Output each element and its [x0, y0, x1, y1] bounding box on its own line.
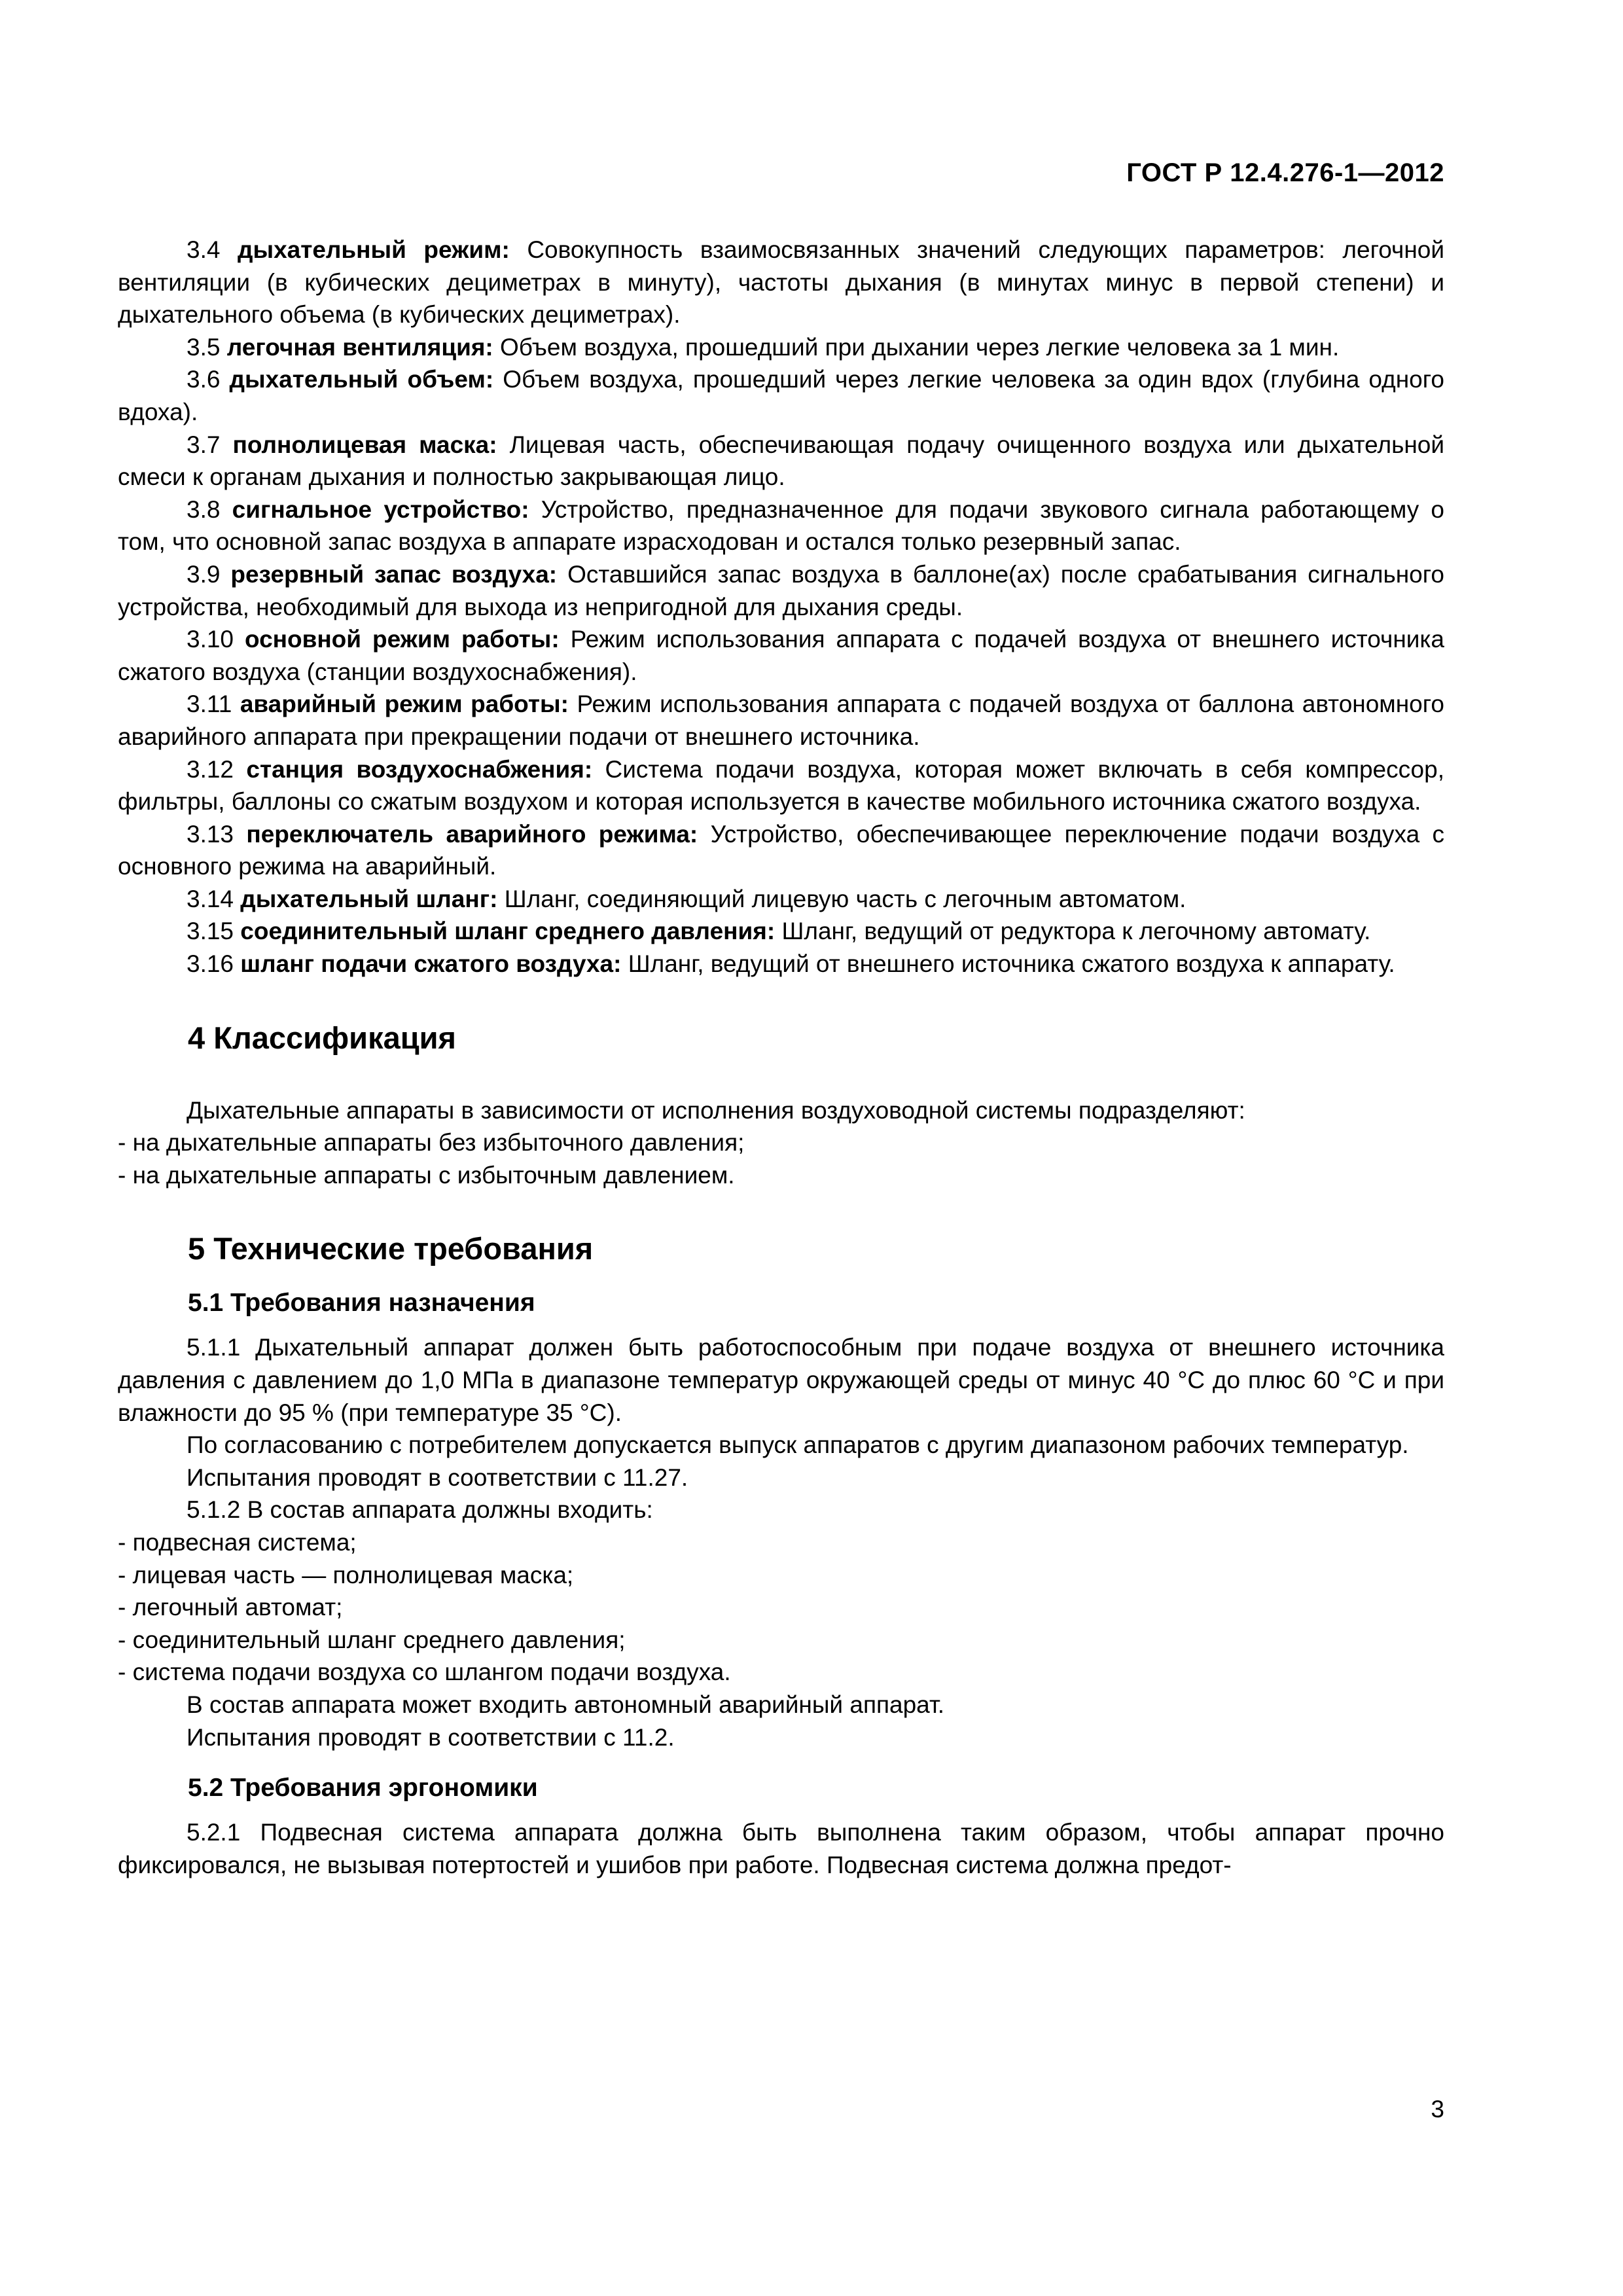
paragraph: По согласованию с потребителем допускается выпуск аппаратов с другим диапазоном рабочих температур.: [187, 1431, 1409, 1459]
definition-3-14: [118, 883, 1444, 916]
clause-number: 3.15: [187, 918, 234, 945]
definition-3-4: [118, 234, 1444, 331]
definition-text: Шланг, соединяющий лицевую часть с легочным автоматом.: [504, 885, 1186, 912]
definition-text: Объем воздуха, прошедший через легкие человека за один вдох (глубина одного вдоха).: [118, 366, 1445, 425]
term: основной режим работы:: [244, 626, 560, 653]
definition-3-6: [118, 363, 1444, 428]
list-item: - подвесная система;: [118, 1529, 357, 1556]
definition-text: Шланг, ведущий от внешнего источника сжатого воздуха к аппарату.: [628, 950, 1395, 978]
term: сигнальное устройство:: [232, 495, 529, 523]
clause-5-1-1: 5.1.1 Дыхательный аппарат должен быть работоспособным при подаче воздуха от внешнего источника давления с давлением до 1,0 МПа в диапазоне температур окружающей среды от минус 40 °С до плюс 60 °С и при влажности до 95 % (при температуре 35 °С).: [118, 1334, 1444, 1426]
clause-number: 3.7: [187, 431, 221, 458]
term: станция воздухоснабжения:: [246, 755, 593, 783]
section-heading-technical-requirements: 5 Технические требования: [188, 1231, 594, 1266]
classification-intro: Дыхательные аппараты в зависимости от исполнения воздуховодной системы подразделяют:: [187, 1096, 1245, 1124]
definition-3-15: [118, 915, 1444, 948]
term: резервный запас воздуха:: [230, 560, 558, 588]
list-item: - соединительный шланг среднего давления;: [118, 1626, 626, 1653]
definition-3-9: [118, 558, 1444, 623]
definition-text: Режим использования аппарата с подачей воздуха от внешнего источника сжатого воздуха (станции воздухоснабжения).: [118, 626, 1445, 685]
term: легочная вентиляция:: [226, 333, 493, 361]
standard-header: ГОСТ Р 12.4.276-1—2012: [1126, 158, 1444, 187]
definition-3-5: [118, 331, 1444, 364]
subsection-heading-purpose: 5.1 Требования назначения: [188, 1289, 535, 1318]
definition-text: Лицевая часть, обеспечивающая подачу очищенного воздуха или дыхательной смеси к органам дыхания и полностью закрывающая лицо.: [118, 431, 1445, 491]
definition-text: Система подачи воздуха, которая может включать в себя компрессор, фильтры, баллоны со сжатым воздухом и которая используется в качестве мобильного источника сжатого воздуха.: [118, 755, 1444, 816]
clause-number: 3.16: [187, 950, 234, 978]
term: аварийный режим работы:: [240, 691, 569, 718]
clause-number: 3.14: [187, 885, 234, 912]
paragraph: Испытания проводят в соответствии с 11.2.: [187, 1723, 675, 1751]
clause-number: 3.4: [187, 236, 221, 263]
clause-5-2-1: 5.2.1 Подвесная система аппарата должна быть выполнена таким образом, чтобы аппарат прочно фиксировался, не вызывая потертостей и ушибов при работе. Подвесная система должна предот-: [118, 1819, 1444, 1878]
clause-number: 3.10: [187, 626, 234, 653]
term: полнолицевая маска:: [232, 431, 497, 458]
section-heading-classification: 4 Классификация: [188, 1020, 456, 1055]
clause-number: 3.8: [187, 495, 221, 523]
definition-3-12: [118, 753, 1444, 818]
term: дыхательный объем:: [229, 366, 494, 393]
term: соединительный шланг среднего давления:: [240, 918, 776, 945]
list-item: - легочный автомат;: [118, 1594, 343, 1621]
clause-number: 3.9: [187, 560, 221, 588]
term: дыхательный шланг:: [240, 885, 498, 912]
clause-5-1-2: 5.1.2 В состав аппарата должны входить:: [187, 1496, 653, 1524]
clause-number: 3.5: [187, 333, 221, 361]
definition-text: Объем воздуха, прошедший при дыхании через легкие человека за 1 мин.: [500, 333, 1340, 361]
definition-3-7: [118, 429, 1444, 493]
document-page: [118, 0, 1444, 2296]
clause-number: 3.13: [187, 820, 234, 848]
list-item: - на дыхательные аппараты с избыточным давлением.: [118, 1161, 735, 1189]
definition-text: Оставшийся запас воздуха в баллоне(ах) после срабатывания сигнального устройства, необходимый для выхода из непригодной для дыхания среды.: [118, 560, 1444, 620]
clause-number: 3.6: [187, 366, 221, 393]
definition-3-10: [118, 623, 1444, 688]
paragraph: В состав аппарата может входить автономный аварийный аппарат.: [187, 1691, 945, 1718]
definition-text: Шланг, ведущий от редуктора к легочному автомату.: [781, 918, 1371, 945]
subsection-heading-ergonomics: 5.2 Требования эргономики: [188, 1774, 538, 1803]
definition-text: Устройство, предназначенное для подачи звукового сигнала работающему о том, что основной запас воздуха в аппарате израсходован и остался только резервный запас.: [118, 495, 1444, 556]
clause-number: 3.12: [187, 755, 234, 783]
definition-text: Режим использования аппарата с подачей воздуха от баллона автономного аварийного аппарата при прекращении подачи от внешнего источника.: [118, 691, 1444, 750]
term: дыхательный режим:: [237, 236, 510, 263]
definition-text: Совокупность взаимосвязанных значений следующих параметров: легочной вентиляции (в кубических дециметрах в минуту), частоты дыхания (в минутах минус в первой степени) и дыхательного объема (в кубических дециметрах).: [118, 236, 1444, 329]
list-item: - лицевая часть — полнолицевая маска;: [118, 1561, 574, 1588]
definition-3-16: [118, 948, 1444, 980]
definition-3-13: [118, 818, 1444, 883]
clause-number: 3.11: [187, 691, 232, 718]
term: переключатель аварийного режима:: [246, 820, 698, 848]
list-item: - система подачи воздуха со шлангом подачи воздуха.: [118, 1659, 731, 1686]
definition-text: Устройство, обеспечивающее переключение подачи воздуха с основного режима на аварийный.: [118, 820, 1444, 880]
document-body: [118, 234, 1444, 1881]
page-number: 3: [1431, 2096, 1444, 2123]
term: шланг подачи сжатого воздуха:: [240, 950, 622, 978]
definition-3-8: [118, 493, 1444, 558]
paragraph: Испытания проводят в соответствии с 11.27.: [187, 1463, 688, 1491]
definition-3-11: [118, 688, 1444, 753]
list-item: - на дыхательные аппараты без избыточного давления;: [118, 1129, 745, 1157]
